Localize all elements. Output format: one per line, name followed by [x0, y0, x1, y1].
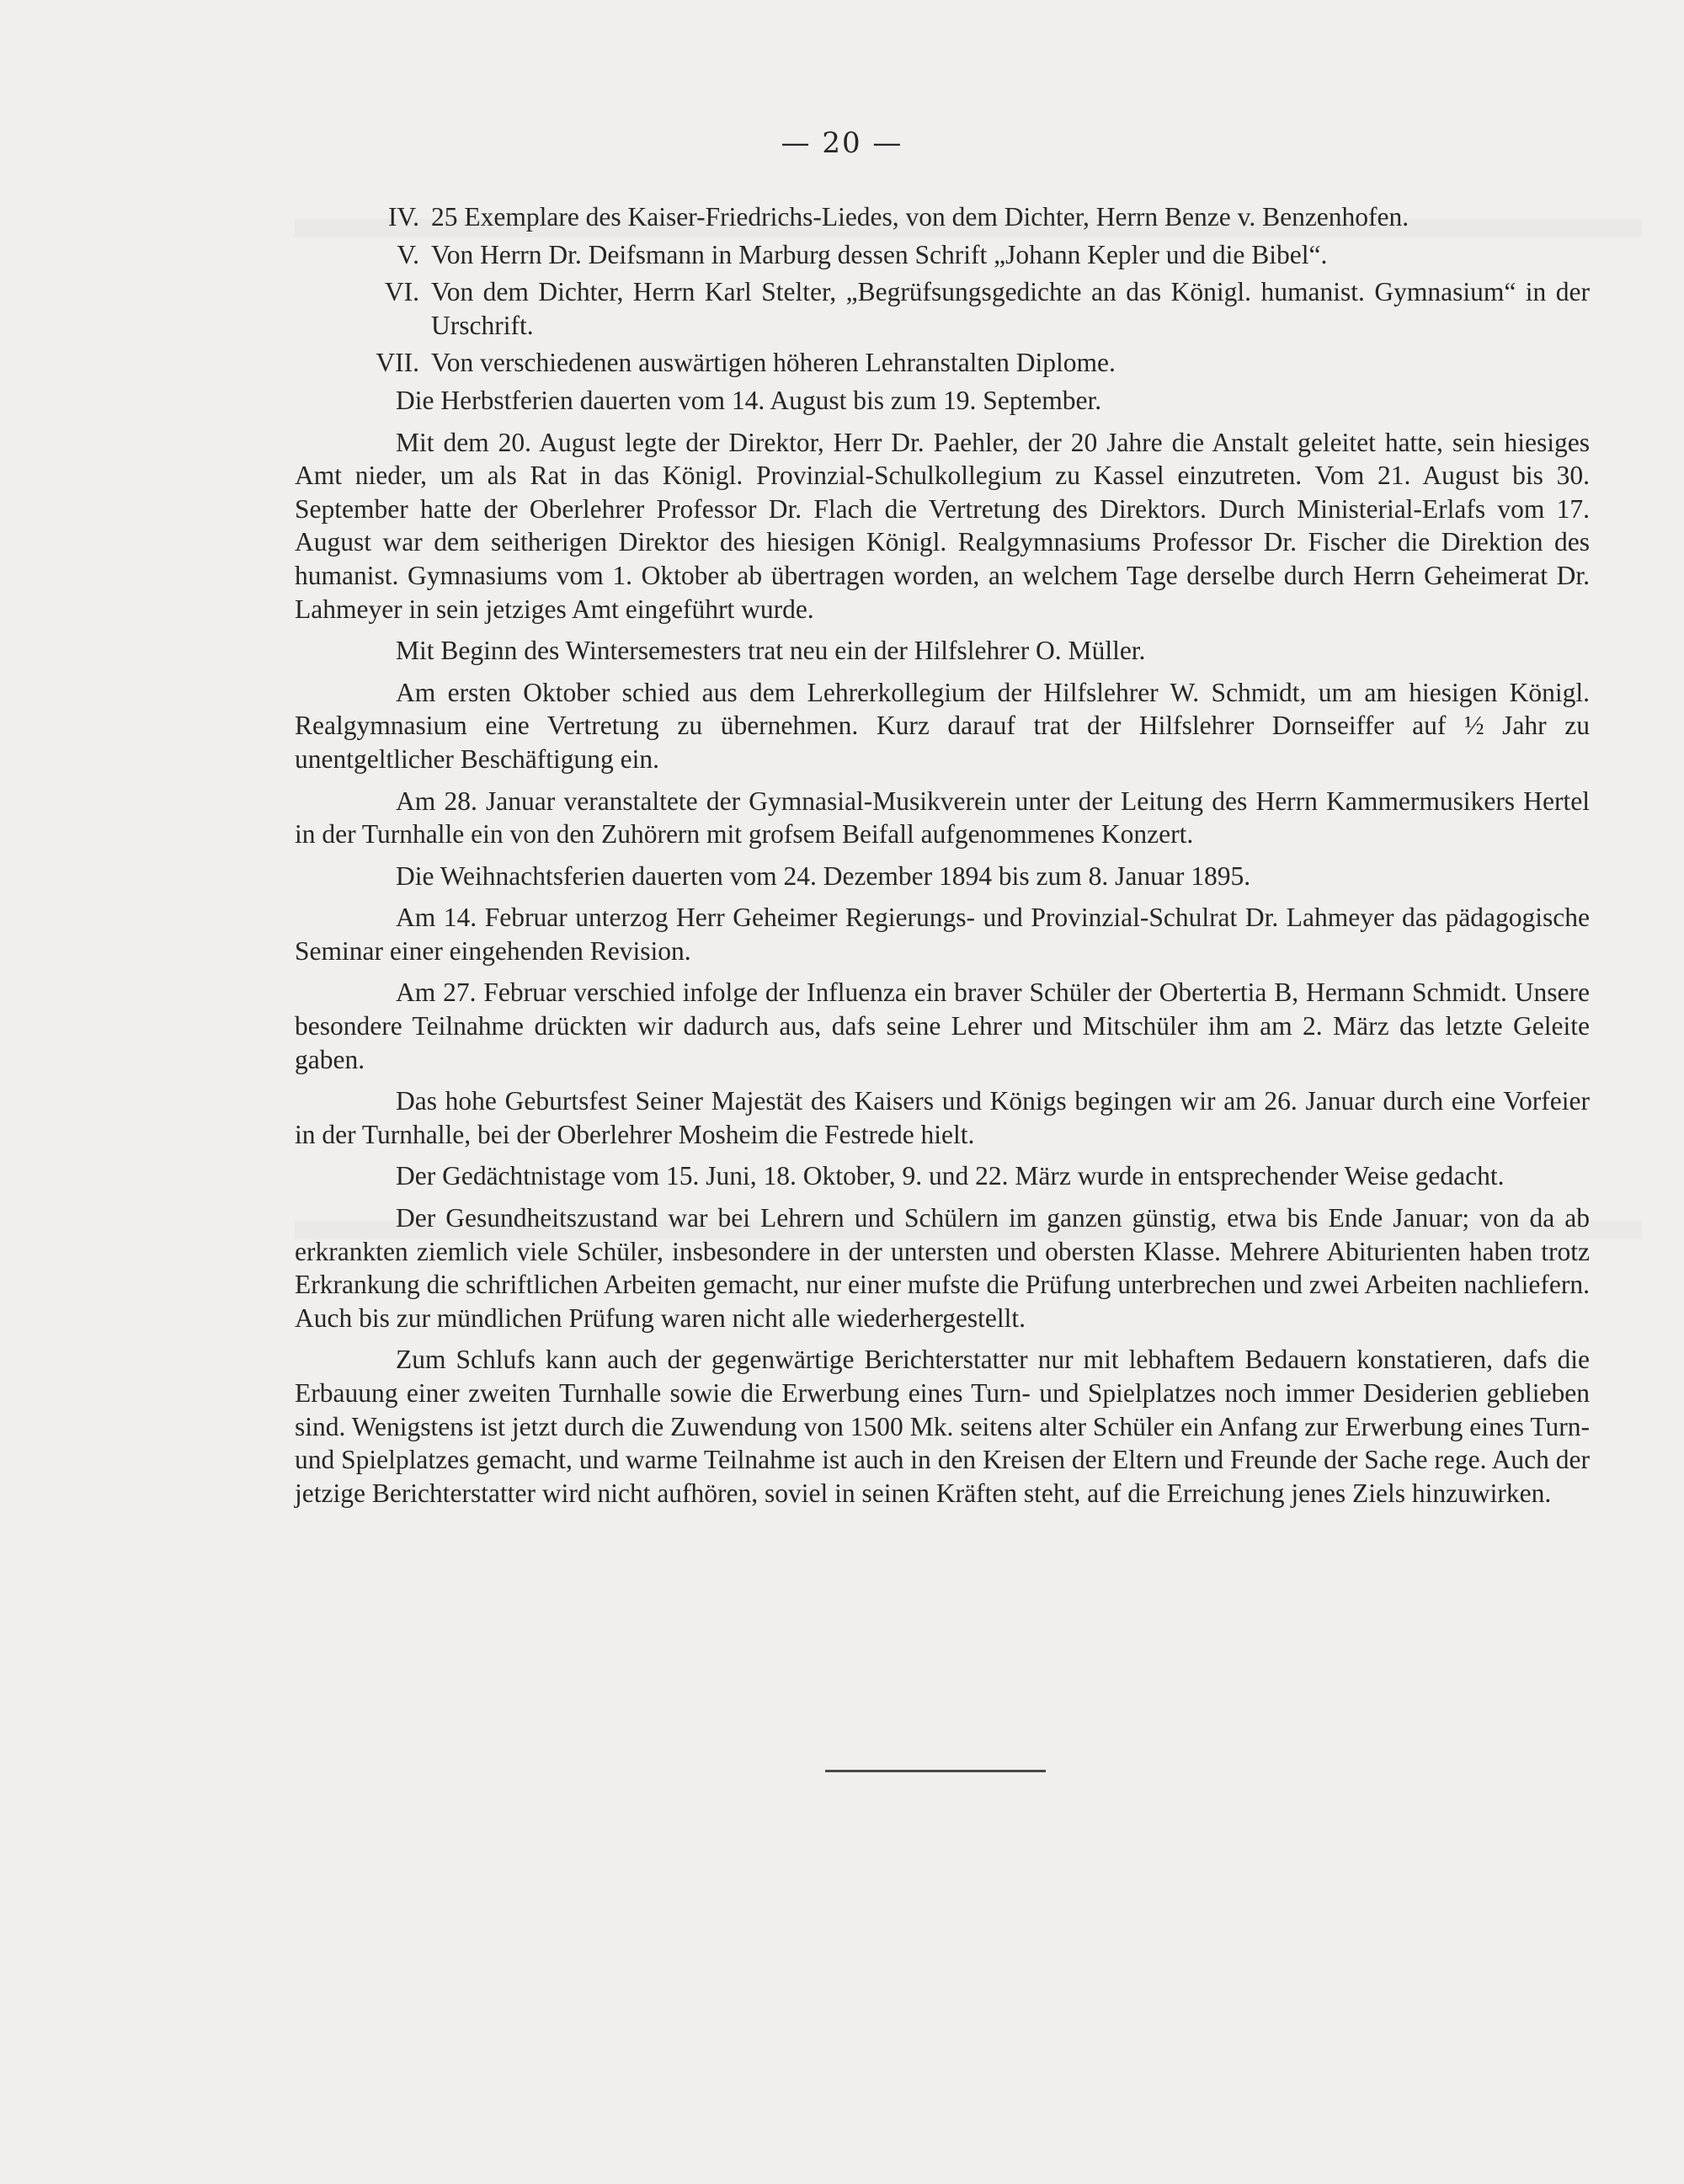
closing-rule	[825, 1770, 1046, 1772]
paragraph-hilfslehrer: Am ersten Oktober schied aus dem Lehrerkollegium der Hilfslehrer W. Schmidt, um am hiesigen Königl. Realgymnasium eine Vertretung zu übernehmen. Kurz darauf trat der Hilfslehrer Dornseiffer auf ½ Jahr zu unentgeltlicher Beschäftigung ein.	[295, 677, 1590, 774]
paragraph-todesfall: Am 27. Februar verschied infolge der Influenza ein braver Schüler der Obertertia B, Hermann Schmidt. Unsere besondere Teilnahme drückten wir dadurch aus, dafs seine Lehrer und Mitschüler ihm am 2. März das letzte Geleite gaben.	[295, 977, 1590, 1074]
paragraph-gesundheitszustand: Der Gesundheitszustand war bei Lehrern und Schülern im ganzen günstig, etwa bis Ende Januar; von da ab erkrankten ziemlich viele Schüler, insbesondere in der untersten und obersten Klasse. Mehrere Abiturienten haben trotz Erkrankung die schriftlichen Arbeiten gemacht, nur einer mufste die Prüfung unterbrechen und zwei Arbeiten nachliefern. Auch bis zur mündlichen Prüfung waren nicht alle wiederhergestellt.	[295, 1203, 1590, 1333]
paragraph-direktor: Mit dem 20. August legte der Direktor, Herr Dr. Paehler, der 20 Jahre die Anstalt geleitet hatte, sein hiesiges Amt nieder, um als Rat in das Königl. Provinzial-Schulkollegium zu Kassel einzutreten. Vom 21. August bis 30. September hatte der Oberlehrer Professor Dr. Flach die Vertretung des Direktors. Durch Ministerial-Erlafs vom 17. August war dem seitherigen Direktor des hiesigen Königl. Realgymnasiums Professor Dr. Fischer die Direktion des humanist. Gymnasiums vom 1. Oktober ab übertragen worden, an welchem Tage derselbe durch Herrn Geheimerat Dr. Lahmeyer in sein jetziges Amt eingeführt wurde.	[295, 427, 1590, 624]
list-item	[295, 200, 1590, 234]
list-item-text: Von verschiedenen auswärtigen höheren Lehranstalten Diplome.	[431, 348, 1116, 378]
list-item-number: VII.	[376, 348, 419, 378]
list-item-number: VI.	[384, 277, 419, 307]
paragraph-konzert: Am 28. Januar veranstaltete der Gymnasial-Musikverein unter der Leitung des Herrn Kammermusikers Hertel in der Turnhalle ein von den Zuhörern mit grofsem Beifall aufgenommenes Konzert.	[295, 786, 1590, 850]
list-item	[295, 346, 1590, 380]
list-item	[295, 275, 1590, 342]
paragraph-weihnachtsferien: Die Weihnachtsferien dauerten vom 24. Dezember 1894 bis zum 8. Januar 1895.	[396, 860, 1251, 891]
list-item-number: IV.	[387, 202, 419, 232]
paragraph-schluss: Zum Schlufs kann auch der gegenwärtige Berichterstatter nur mit lebhaftem Bedauern konstatieren, dafs die Erbauung einer zweiten Turnhalle sowie die Erwerbung eines Turn- und Spielplatzes noch immer Desiderien geblieben sind. Wenigstens ist jetzt durch die Zuwendung von 1500 Mk. seitens alter Schüler ein Anfang zur Erwerbung eines Turn- und Spielplatzes gemacht, und warme Teilnahme ist auch in den Kreisen der Eltern und Freunde der Sache rege. Auch der jetzige Berichterstatter wird nicht aufhören, soviel in seinen Kräften steht, auf die Erreichung jenes Ziels hinzuwirken.	[295, 1345, 1590, 1508]
list-item	[295, 238, 1590, 272]
page-body	[295, 200, 1590, 1518]
page-number: — 20 —	[781, 126, 903, 160]
list-item-number: V.	[397, 239, 419, 269]
list-item-text: Von dem Dichter, Herrn Karl Stelter, „Begrüfsungsgedichte an das Königl. humanist. Gymnasium“ in der Urschrift.	[431, 277, 1590, 340]
paragraph-gedaechtnistage: Der Gedächtnistage vom 15. Juni, 18. Oktober, 9. und 22. März wurde in entsprechender Weise gedacht.	[396, 1161, 1505, 1191]
list-item-text: 25 Exemplare des Kaiser-Friedrichs-Liedes, von dem Dichter, Herrn Benze v. Benzenhofen.	[431, 202, 1410, 232]
paragraph-revision: Am 14. Februar unterzog Herr Geheimer Regierungs- und Provinzial-Schulrat Dr. Lahmeyer das pädagogische Seminar einer eingehenden Revision.	[295, 903, 1590, 966]
paragraph-wintersemester: Mit Beginn des Wintersemesters trat neu ein der Hilfslehrer O. Müller.	[396, 636, 1146, 666]
paragraph-herbstferien: Die Herbstferien dauerten vom 14. August bis zum 19. September.	[396, 385, 1102, 415]
paragraph-geburtsfest: Das hohe Geburtsfest Seiner Majestät des Kaisers und Königs begingen wir am 26. Januar durch eine Vorfeier in der Turnhalle, bei der Oberlehrer Mosheim die Festrede hielt.	[295, 1086, 1590, 1149]
list-item-text: Von Herrn Dr. Deifsmann in Marburg dessen Schrift „Johann Kepler und die Bibel“.	[431, 239, 1328, 269]
